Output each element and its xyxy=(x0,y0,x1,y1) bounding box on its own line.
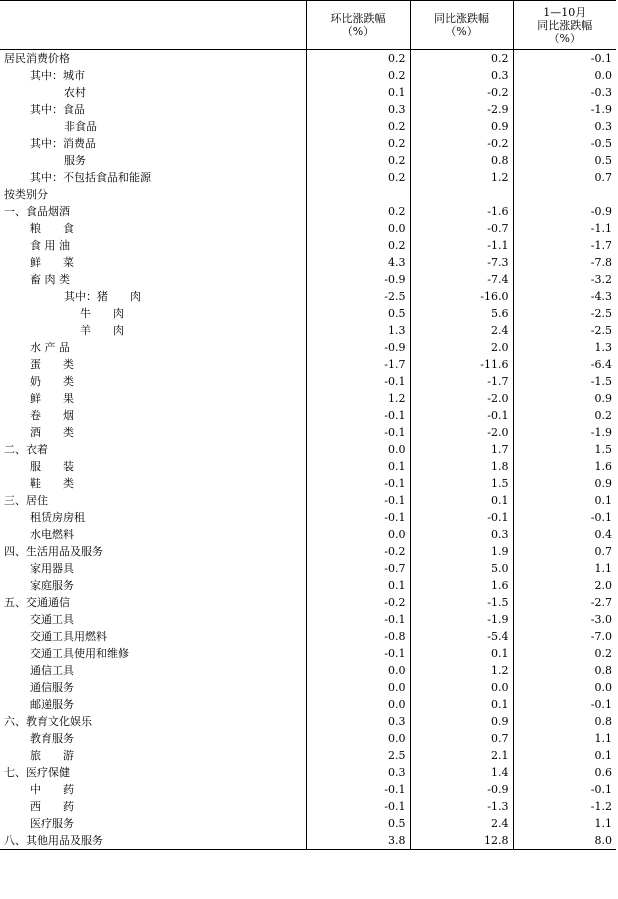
table-row xyxy=(0,424,616,441)
mom-value: 0.1 xyxy=(306,84,410,101)
mom-value: -2.5 xyxy=(306,288,410,305)
ytd-value: -1.5 xyxy=(513,373,616,390)
yoy-value: 2.0 xyxy=(410,339,513,356)
mom-value: -0.1 xyxy=(306,509,410,526)
yoy-value: -2.0 xyxy=(410,424,513,441)
mom-value: 0.3 xyxy=(306,101,410,118)
table-row xyxy=(0,305,616,322)
mom-value: 0.0 xyxy=(306,662,410,679)
row-label: 鲜 菜 xyxy=(0,254,306,271)
mom-value: -0.1 xyxy=(306,475,410,492)
row-label: 一、食品烟酒 xyxy=(0,203,306,220)
yoy-value: -11.6 xyxy=(410,356,513,373)
mom-value: 0.2 xyxy=(306,118,410,135)
table-row xyxy=(0,798,616,815)
table-row xyxy=(0,220,616,237)
yoy-value: 1.2 xyxy=(410,169,513,186)
yoy-value: 0.3 xyxy=(410,67,513,84)
mom-value: 3.8 xyxy=(306,832,410,850)
ytd-value: 0.2 xyxy=(513,407,616,424)
mom-value: 0.3 xyxy=(306,764,410,781)
mom-value: 0.0 xyxy=(306,526,410,543)
yoy-value: 1.5 xyxy=(410,475,513,492)
yoy-value: 1.2 xyxy=(410,662,513,679)
table-row xyxy=(0,186,616,203)
yoy-value: -2.9 xyxy=(410,101,513,118)
yoy-value: -0.2 xyxy=(410,84,513,101)
mom-value: 0.2 xyxy=(306,169,410,186)
mom-value: 0.2 xyxy=(306,203,410,220)
table-row xyxy=(0,781,616,798)
table-row xyxy=(0,832,616,850)
row-label: 教育服务 xyxy=(0,730,306,747)
mom-value: -0.1 xyxy=(306,424,410,441)
mom-value: 0.0 xyxy=(306,696,410,713)
header-ytd xyxy=(513,1,616,50)
mom-value: 1.3 xyxy=(306,322,410,339)
header-mom xyxy=(306,1,410,50)
yoy-value: 0.1 xyxy=(410,492,513,509)
ytd-value: -1.1 xyxy=(513,220,616,237)
table-row xyxy=(0,169,616,186)
table-row xyxy=(0,679,616,696)
yoy-value: 2.4 xyxy=(410,815,513,832)
mom-value: -1.7 xyxy=(306,356,410,373)
mom-value: -0.9 xyxy=(306,271,410,288)
table-row xyxy=(0,730,616,747)
row-label: 按类别分 xyxy=(0,186,306,203)
table-row xyxy=(0,441,616,458)
yoy-value: -2.0 xyxy=(410,390,513,407)
table-row xyxy=(0,560,616,577)
row-label: 交通工具使用和维修 xyxy=(0,645,306,662)
ytd-value: -0.3 xyxy=(513,84,616,101)
table-row xyxy=(0,356,616,373)
header-mom-title: 环比涨跌幅 xyxy=(330,12,386,25)
ytd-value: -2.7 xyxy=(513,594,616,611)
row-label: 服 装 xyxy=(0,458,306,475)
ytd-value: 1.5 xyxy=(513,441,616,458)
row-label: 旅 游 xyxy=(0,747,306,764)
mom-value: 0.5 xyxy=(306,815,410,832)
mom-value: -0.1 xyxy=(306,407,410,424)
row-label: 其中：猪 肉 xyxy=(0,288,306,305)
yoy-value: -1.7 xyxy=(410,373,513,390)
row-label: 租赁房房租 xyxy=(0,509,306,526)
mom-value: 0.0 xyxy=(306,679,410,696)
header-yoy xyxy=(410,1,513,50)
ytd-value: 0.9 xyxy=(513,390,616,407)
mom-value: -0.1 xyxy=(306,492,410,509)
yoy-value: 5.6 xyxy=(410,305,513,322)
row-label: 七、医疗保健 xyxy=(0,764,306,781)
row-label: 其中：不包括食品和能源 xyxy=(0,169,306,186)
ytd-value: 0.8 xyxy=(513,713,616,730)
row-label: 水 产 品 xyxy=(0,339,306,356)
table-header xyxy=(0,1,616,50)
table-row xyxy=(0,407,616,424)
row-label: 酒 类 xyxy=(0,424,306,441)
table-row xyxy=(0,747,616,764)
row-label: 鲜 果 xyxy=(0,390,306,407)
mom-value: 0.3 xyxy=(306,713,410,730)
ytd-value: 1.1 xyxy=(513,560,616,577)
row-label: 畜 肉 类 xyxy=(0,271,306,288)
ytd-value: 0.4 xyxy=(513,526,616,543)
table-row xyxy=(0,645,616,662)
ytd-value: 8.0 xyxy=(513,832,616,850)
yoy-value: 0.1 xyxy=(410,645,513,662)
yoy-value: -0.9 xyxy=(410,781,513,798)
yoy-value: 0.3 xyxy=(410,526,513,543)
ytd-value: 1.3 xyxy=(513,339,616,356)
row-label: 邮递服务 xyxy=(0,696,306,713)
row-label: 西 药 xyxy=(0,798,306,815)
row-label: 四、生活用品及服务 xyxy=(0,543,306,560)
ytd-value: 0.6 xyxy=(513,764,616,781)
ytd-value: 0.3 xyxy=(513,118,616,135)
table-row xyxy=(0,594,616,611)
row-label: 农村 xyxy=(0,84,306,101)
row-label: 居民消费价格 xyxy=(0,50,306,68)
table-row xyxy=(0,237,616,254)
row-label: 中 药 xyxy=(0,781,306,798)
table-row xyxy=(0,84,616,101)
header-mom-unit: （%） xyxy=(341,25,375,38)
ytd-value: 0.2 xyxy=(513,645,616,662)
table-row xyxy=(0,373,616,390)
mom-value: -0.1 xyxy=(306,611,410,628)
yoy-value: 0.8 xyxy=(410,152,513,169)
ytd-value: 2.0 xyxy=(513,577,616,594)
header-yoy-unit: （%） xyxy=(445,25,478,38)
mom-value: 2.5 xyxy=(306,747,410,764)
table-row xyxy=(0,509,616,526)
row-label: 蛋 类 xyxy=(0,356,306,373)
header-ytd-unit: （%） xyxy=(548,31,581,45)
yoy-value: -7.4 xyxy=(410,271,513,288)
table-row xyxy=(0,101,616,118)
table-row xyxy=(0,288,616,305)
yoy-value: 0.9 xyxy=(410,713,513,730)
ytd-value xyxy=(513,186,616,203)
table-row xyxy=(0,628,616,645)
mom-value: 0.2 xyxy=(306,237,410,254)
table-row xyxy=(0,713,616,730)
mom-value: -0.8 xyxy=(306,628,410,645)
table-row xyxy=(0,696,616,713)
row-label: 二、衣着 xyxy=(0,441,306,458)
ytd-value: -7.0 xyxy=(513,628,616,645)
row-label: 粮 食 xyxy=(0,220,306,237)
yoy-value: -5.4 xyxy=(410,628,513,645)
ytd-value: -0.9 xyxy=(513,203,616,220)
ytd-value: -1.9 xyxy=(513,101,616,118)
ytd-value: 0.0 xyxy=(513,679,616,696)
table-row xyxy=(0,135,616,152)
yoy-value: -0.1 xyxy=(410,407,513,424)
row-label: 其中：食品 xyxy=(0,101,306,118)
ytd-value: -2.5 xyxy=(513,305,616,322)
header-ytd-title: 同比涨跌幅 xyxy=(537,18,593,32)
yoy-value: -1.1 xyxy=(410,237,513,254)
yoy-value: 12.8 xyxy=(410,832,513,850)
yoy-value: -1.6 xyxy=(410,203,513,220)
row-label: 食 用 油 xyxy=(0,237,306,254)
yoy-value: 1.4 xyxy=(410,764,513,781)
table-row xyxy=(0,50,616,68)
row-label: 家庭服务 xyxy=(0,577,306,594)
header-yoy-title: 同比涨跌幅 xyxy=(434,12,489,25)
yoy-value: -16.0 xyxy=(410,288,513,305)
row-label: 非食品 xyxy=(0,118,306,135)
ytd-value: -0.1 xyxy=(513,781,616,798)
yoy-value xyxy=(410,186,513,203)
ytd-value: -1.2 xyxy=(513,798,616,815)
header-blank-cell xyxy=(0,1,306,50)
ytd-value: -7.8 xyxy=(513,254,616,271)
ytd-value: -6.4 xyxy=(513,356,616,373)
table-row xyxy=(0,815,616,832)
mom-value: 0.1 xyxy=(306,458,410,475)
mom-value: 0.5 xyxy=(306,305,410,322)
mom-value: -0.9 xyxy=(306,339,410,356)
ytd-value: -3.2 xyxy=(513,271,616,288)
mom-value: -0.1 xyxy=(306,798,410,815)
ytd-value: -0.1 xyxy=(513,50,616,68)
row-label: 交通工具用燃料 xyxy=(0,628,306,645)
mom-value: 1.2 xyxy=(306,390,410,407)
ytd-value: 0.8 xyxy=(513,662,616,679)
row-label: 卷 烟 xyxy=(0,407,306,424)
yoy-value: -0.2 xyxy=(410,135,513,152)
yoy-value: 1.8 xyxy=(410,458,513,475)
header-ytd-period: 1—10月 xyxy=(543,5,587,19)
table-row xyxy=(0,492,616,509)
table-row xyxy=(0,526,616,543)
table-row xyxy=(0,458,616,475)
table-row xyxy=(0,118,616,135)
ytd-value: 1.1 xyxy=(513,815,616,832)
mom-value: 0.0 xyxy=(306,220,410,237)
row-label: 六、教育文化娱乐 xyxy=(0,713,306,730)
row-label: 五、交通通信 xyxy=(0,594,306,611)
mom-value: 0.0 xyxy=(306,730,410,747)
table-row xyxy=(0,543,616,560)
mom-value: -0.1 xyxy=(306,781,410,798)
row-label: 奶 类 xyxy=(0,373,306,390)
mom-value: 0.2 xyxy=(306,50,410,68)
table-row xyxy=(0,577,616,594)
table-row xyxy=(0,764,616,781)
yoy-value: -0.1 xyxy=(410,509,513,526)
yoy-value: 1.6 xyxy=(410,577,513,594)
mom-value: -0.2 xyxy=(306,594,410,611)
ytd-value: 0.7 xyxy=(513,169,616,186)
mom-value: -0.1 xyxy=(306,373,410,390)
table-row xyxy=(0,475,616,492)
ytd-value: 0.5 xyxy=(513,152,616,169)
ytd-value: -4.3 xyxy=(513,288,616,305)
row-label: 牛 肉 xyxy=(0,305,306,322)
yoy-value: 1.9 xyxy=(410,543,513,560)
ytd-value: 0.0 xyxy=(513,67,616,84)
mom-value: 0.1 xyxy=(306,577,410,594)
row-label: 八、其他用品及服务 xyxy=(0,832,306,850)
ytd-value: -1.9 xyxy=(513,424,616,441)
table-row xyxy=(0,662,616,679)
mom-value: -0.1 xyxy=(306,645,410,662)
yoy-value: -1.3 xyxy=(410,798,513,815)
mom-value xyxy=(306,186,410,203)
row-label: 三、居住 xyxy=(0,492,306,509)
ytd-value: 1.1 xyxy=(513,730,616,747)
row-label: 鞋 类 xyxy=(0,475,306,492)
yoy-value: 0.7 xyxy=(410,730,513,747)
ytd-value: 0.1 xyxy=(513,492,616,509)
mom-value: 4.3 xyxy=(306,254,410,271)
ytd-value: 0.1 xyxy=(513,747,616,764)
mom-value: -0.2 xyxy=(306,543,410,560)
row-label: 其中：城市 xyxy=(0,67,306,84)
row-label: 家用器具 xyxy=(0,560,306,577)
mom-value: 0.2 xyxy=(306,152,410,169)
yoy-value: -0.7 xyxy=(410,220,513,237)
mom-value: 0.2 xyxy=(306,135,410,152)
table-row xyxy=(0,271,616,288)
yoy-value: -7.3 xyxy=(410,254,513,271)
yoy-value: 2.1 xyxy=(410,747,513,764)
yoy-value: 0.0 xyxy=(410,679,513,696)
yoy-value: 5.0 xyxy=(410,560,513,577)
table-body xyxy=(0,50,616,850)
yoy-value: -1.5 xyxy=(410,594,513,611)
mom-value: -0.7 xyxy=(306,560,410,577)
table-row xyxy=(0,339,616,356)
table-row xyxy=(0,322,616,339)
table-row xyxy=(0,390,616,407)
yoy-value: 0.1 xyxy=(410,696,513,713)
table-row xyxy=(0,152,616,169)
table-row xyxy=(0,203,616,220)
ytd-value: -0.5 xyxy=(513,135,616,152)
row-label: 其中：消费品 xyxy=(0,135,306,152)
ytd-value: 0.7 xyxy=(513,543,616,560)
mom-value: 0.2 xyxy=(306,67,410,84)
yoy-value: 0.9 xyxy=(410,118,513,135)
yoy-value: 0.2 xyxy=(410,50,513,68)
row-label: 通信工具 xyxy=(0,662,306,679)
ytd-value: -2.5 xyxy=(513,322,616,339)
row-label: 通信服务 xyxy=(0,679,306,696)
row-label: 医疗服务 xyxy=(0,815,306,832)
row-label: 交通工具 xyxy=(0,611,306,628)
ytd-value: -0.1 xyxy=(513,509,616,526)
yoy-value: 2.4 xyxy=(410,322,513,339)
ytd-value: 1.6 xyxy=(513,458,616,475)
ytd-value: -0.1 xyxy=(513,696,616,713)
row-label: 服务 xyxy=(0,152,306,169)
yoy-value: 1.7 xyxy=(410,441,513,458)
table-row xyxy=(0,67,616,84)
ytd-value: 0.9 xyxy=(513,475,616,492)
mom-value: 0.0 xyxy=(306,441,410,458)
row-label: 水电燃料 xyxy=(0,526,306,543)
table-row xyxy=(0,254,616,271)
yoy-value: -1.9 xyxy=(410,611,513,628)
ytd-value: -3.0 xyxy=(513,611,616,628)
table-row xyxy=(0,611,616,628)
ytd-value: -1.7 xyxy=(513,237,616,254)
row-label: 羊 肉 xyxy=(0,322,306,339)
